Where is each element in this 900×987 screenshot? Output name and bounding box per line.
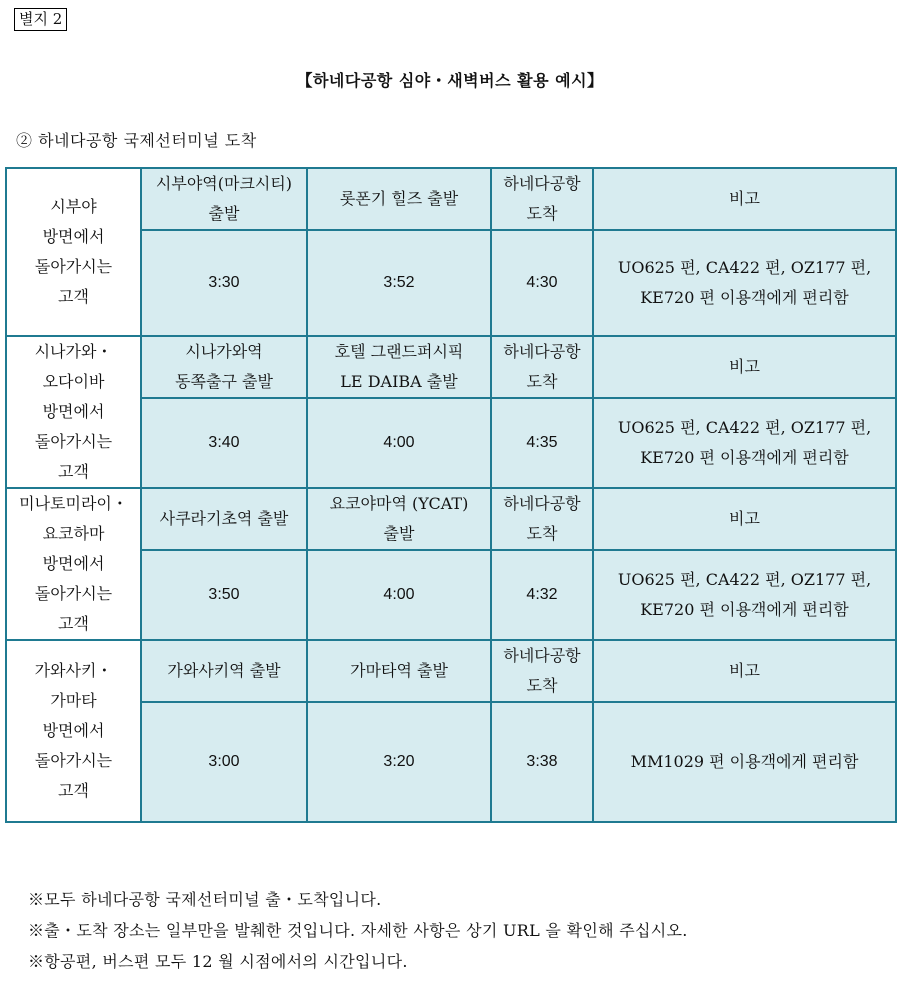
header-line: 도착 <box>526 372 558 391</box>
header-line: 비고 <box>729 357 760 376</box>
time-cell: 3:00 <box>141 702 307 822</box>
table-row <box>6 488 896 550</box>
time-cell: 3:20 <box>307 702 491 822</box>
note-line: UO625 편, CA422 편, OZ177 편, <box>617 570 872 589</box>
header-line: 출발 <box>208 204 240 223</box>
note-header-cell <box>593 168 896 230</box>
note-cell <box>593 702 896 822</box>
header-line: 출발 <box>383 524 415 543</box>
table-row <box>6 640 896 702</box>
area-line: 시부야 <box>50 197 97 216</box>
area-line: 가마타 <box>50 691 97 710</box>
stop-header-cell <box>307 640 491 702</box>
header-line: 요코야마역 (YCAT) <box>329 494 469 513</box>
area-line: 고객 <box>58 287 89 306</box>
header-line: 시나가와역 <box>185 342 263 361</box>
time-cell: 3:38 <box>491 702 593 822</box>
note-line: UO625 편, CA422 편, OZ177 편, <box>617 418 872 437</box>
area-line: 돌아가시는 <box>34 751 113 770</box>
time-cell: 3:40 <box>141 398 307 488</box>
header-line: 호텔 그랜드퍼시픽 <box>334 342 464 361</box>
stop-header-cell <box>491 168 593 230</box>
stop-header-cell <box>307 336 491 398</box>
header-line: 하네다공항 <box>503 342 581 361</box>
header-line: 사쿠라기초역 출발 <box>159 509 289 528</box>
bus-schedule-table <box>5 167 897 823</box>
section-heading: ② 하네다공항 국제선터미널 도착 <box>16 131 257 150</box>
stop-header-cell <box>141 640 307 702</box>
note-line: UO625 편, CA422 편, OZ177 편, <box>617 258 872 277</box>
header-line: 하네다공항 <box>503 174 581 193</box>
footnote: ※모두 하네다공항 국제선터미널 출・도착입니다. <box>28 890 382 909</box>
area-line: 미나토미라이・ <box>19 494 128 513</box>
header-line: 비고 <box>729 189 760 208</box>
time-cell: 4:32 <box>491 550 593 640</box>
stop-header-cell <box>491 336 593 398</box>
header-line: 하네다공항 <box>503 646 581 665</box>
area-line: 방면에서 <box>42 402 105 421</box>
note-line: KE720 편 이용객에게 편리함 <box>640 600 849 619</box>
header-line: 비고 <box>729 509 760 528</box>
header-line: 도착 <box>526 204 558 223</box>
time-cell: 4:30 <box>491 230 593 336</box>
footnote: ※항공편, 버스편 모두 12 월 시점에서의 시간입니다. <box>28 952 408 971</box>
time-cell: 4:35 <box>491 398 593 488</box>
footnote: ※출・도착 장소는 일부만을 발췌한 것입니다. 자세한 사항은 상기 URL 을 확인해 주십시오. <box>28 921 688 940</box>
time-cell: 4:00 <box>307 398 491 488</box>
area-line: 방면에서 <box>42 721 105 740</box>
note-line: KE720 편 이용객에게 편리함 <box>640 448 849 467</box>
note-header-cell <box>593 488 896 550</box>
note-cell <box>593 550 896 640</box>
note-header-cell <box>593 640 896 702</box>
area-cell <box>6 640 141 822</box>
area-line: 방면에서 <box>42 227 105 246</box>
stop-header-cell <box>141 336 307 398</box>
note-cell <box>593 230 896 336</box>
header-line: 가마타역 출발 <box>350 661 448 680</box>
header-line: 도착 <box>526 524 558 543</box>
time-cell: 3:52 <box>307 230 491 336</box>
note-header-cell <box>593 336 896 398</box>
header-line: 동쪽출구 출발 <box>175 372 273 391</box>
area-line: 요코하마 <box>42 524 105 543</box>
table-row <box>6 336 896 398</box>
header-line: 도착 <box>526 676 558 695</box>
area-cell <box>6 168 141 336</box>
area-line: 돌아가시는 <box>34 584 113 603</box>
time-cell: 4:00 <box>307 550 491 640</box>
page-title: 【하네다공항 심야・새벽버스 활용 예시】 <box>296 71 604 90</box>
area-line: 방면에서 <box>42 554 105 573</box>
area-cell <box>6 336 141 488</box>
table-row <box>6 168 896 230</box>
header-line: 시부야역(마크시티) <box>155 174 293 193</box>
area-line: 고객 <box>58 781 89 800</box>
area-line: 가와사키・ <box>34 661 113 680</box>
stop-header-cell <box>307 488 491 550</box>
header-line: LE DAIBA 출발 <box>340 372 458 391</box>
header-line: 가와사키역 출발 <box>167 661 281 680</box>
stop-header-cell <box>491 488 593 550</box>
area-line: 돌아가시는 <box>34 432 113 451</box>
stop-header-cell <box>307 168 491 230</box>
note-line: MM1029 편 이용객에게 편리함 <box>630 752 859 771</box>
stop-header-cell <box>491 640 593 702</box>
footnotes <box>28 884 688 977</box>
area-line: 고객 <box>58 462 89 481</box>
header-line: 비고 <box>729 661 760 680</box>
attachment-tag: 별지 2 <box>14 8 67 31</box>
area-line: 고객 <box>58 614 89 633</box>
time-cell: 3:30 <box>141 230 307 336</box>
area-line: 돌아가시는 <box>34 257 113 276</box>
stop-header-cell <box>141 168 307 230</box>
time-cell: 3:50 <box>141 550 307 640</box>
header-line: 하네다공항 <box>503 494 581 513</box>
note-line: KE720 편 이용객에게 편리함 <box>640 288 849 307</box>
header-line: 롯폰기 힐즈 출발 <box>339 189 459 208</box>
note-cell <box>593 398 896 488</box>
area-line: 시나가와・ <box>34 342 113 361</box>
stop-header-cell <box>141 488 307 550</box>
area-cell <box>6 488 141 640</box>
area-line: 오다이바 <box>42 372 105 391</box>
